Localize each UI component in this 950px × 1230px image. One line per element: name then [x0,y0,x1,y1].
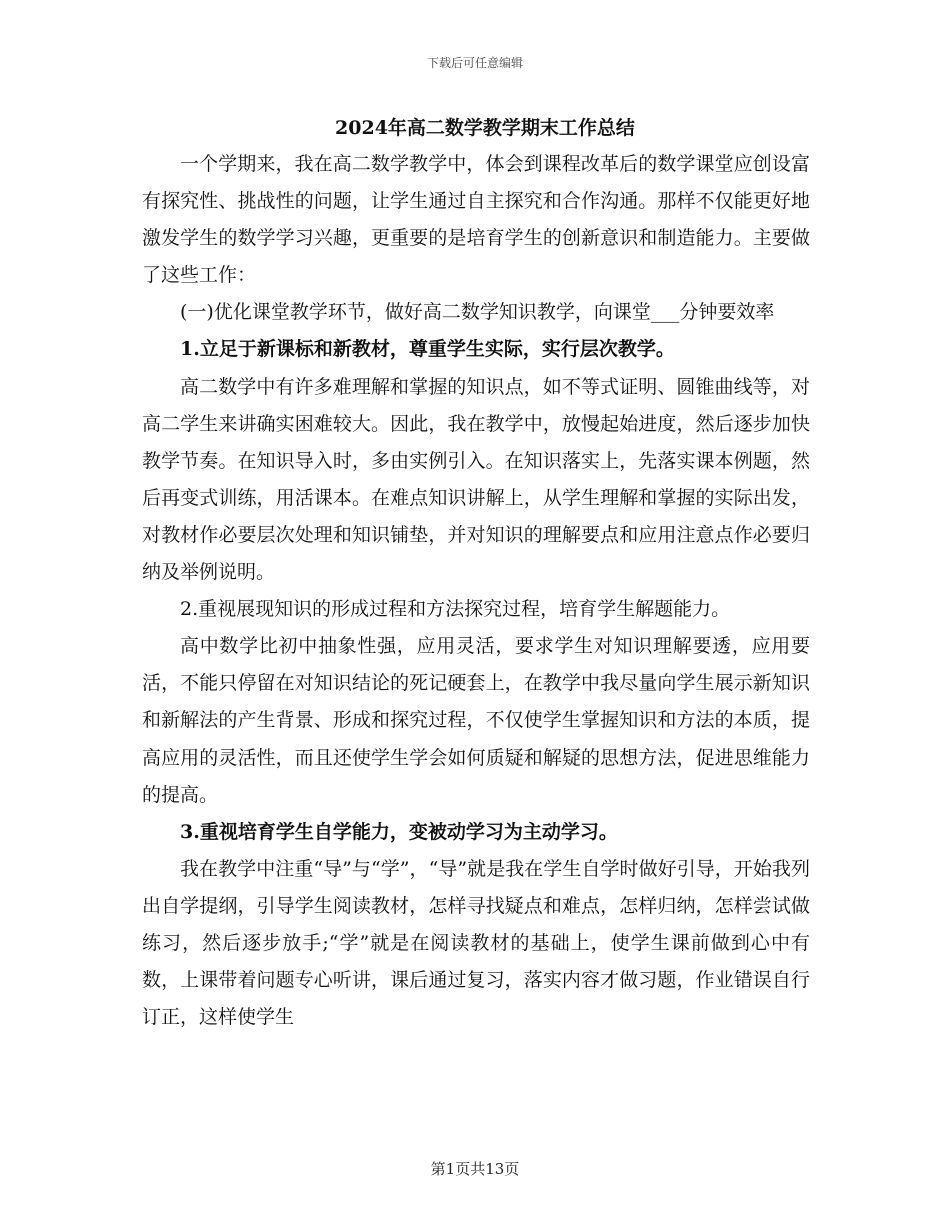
document-title: 2024年高二数学教学期末工作总结 [335,117,635,139]
section-heading-1: (一)优化课堂教学环节，做好高二数学知识教学，向课堂___分钟要效率 [180,301,775,324]
document-body [142,110,810,1036]
paragraph-intro: 一个学期来，我在高二数学教学中，体会到课程改革后的数学课堂应创设富有探究性、挑战性的问题，让学生通过自主探究和合作沟通。那样不仅能更好地激发学生的数学学习兴趣，更重要的是培育学生的创新意识和制造能力。主要做了这些工作： [142,153,810,287]
page-number: 第1页共13页 [430,1160,520,1178]
subheading-1: 1.立足于新课标和新教材，尊重学生实际，实行层次教学。 [180,338,675,361]
paragraph-subsection-2: 高中数学比初中抽象性强，应用灵活，要求学生对知识理解要透，应用要活，不能只停留在对知识结论的死记硬套上，在教学中我尽量向学生展示新知识和新解法的产生背景、形成和探究过程，不仅使学生掌握知识和方法的本质，提高应用的灵活性，而且还使学生学会如何质疑和解疑的思想方法，促进思维能力的提高。 [142,635,810,806]
paragraph-subsection-3: 我在教学中注重“导”与“学”，“导”就是我在学生自学时做好引导，开始我列出自学提纲，引导学生阅读教材，怎样寻找疑点和难点，怎样归纳，怎样尝试做练习，然后逐步放手;“学”就是在阅读教材的基础上，使学生课前做到心中有数，上课带着问题专心听讲，课后通过复习，落实内容才做习题，作业错误自行订正，这样使学生 [142,857,810,1029]
header-note: 下载后可任意编辑 [426,56,523,70]
subheading-3: 3.重视培育学生自学能力，变被动学习为主动学习。 [180,820,618,843]
paragraph-subsection-1: 高二数学中有许多难理解和掌握的知识点，如不等式证明、圆锥曲线等，对高二学生来讲确实困难较大。因此，我在教学中，放慢起始进度，然后逐步加快教学节奏。在知识导入时，多由实例引入。在知识落实上，先落实课本例题，然后再变式训练，用活课本。在难点知识讲解上，从学生理解和掌握的实际出发，对教材作必要层次处理和知识铺垫，并对知识的理解要点和应用注意点作必要归纳及举例说明。 [142,375,810,584]
subheading-2: 2.重视展现知识的形成过程和方法探究过程，培育学生解题能力。 [180,598,731,621]
